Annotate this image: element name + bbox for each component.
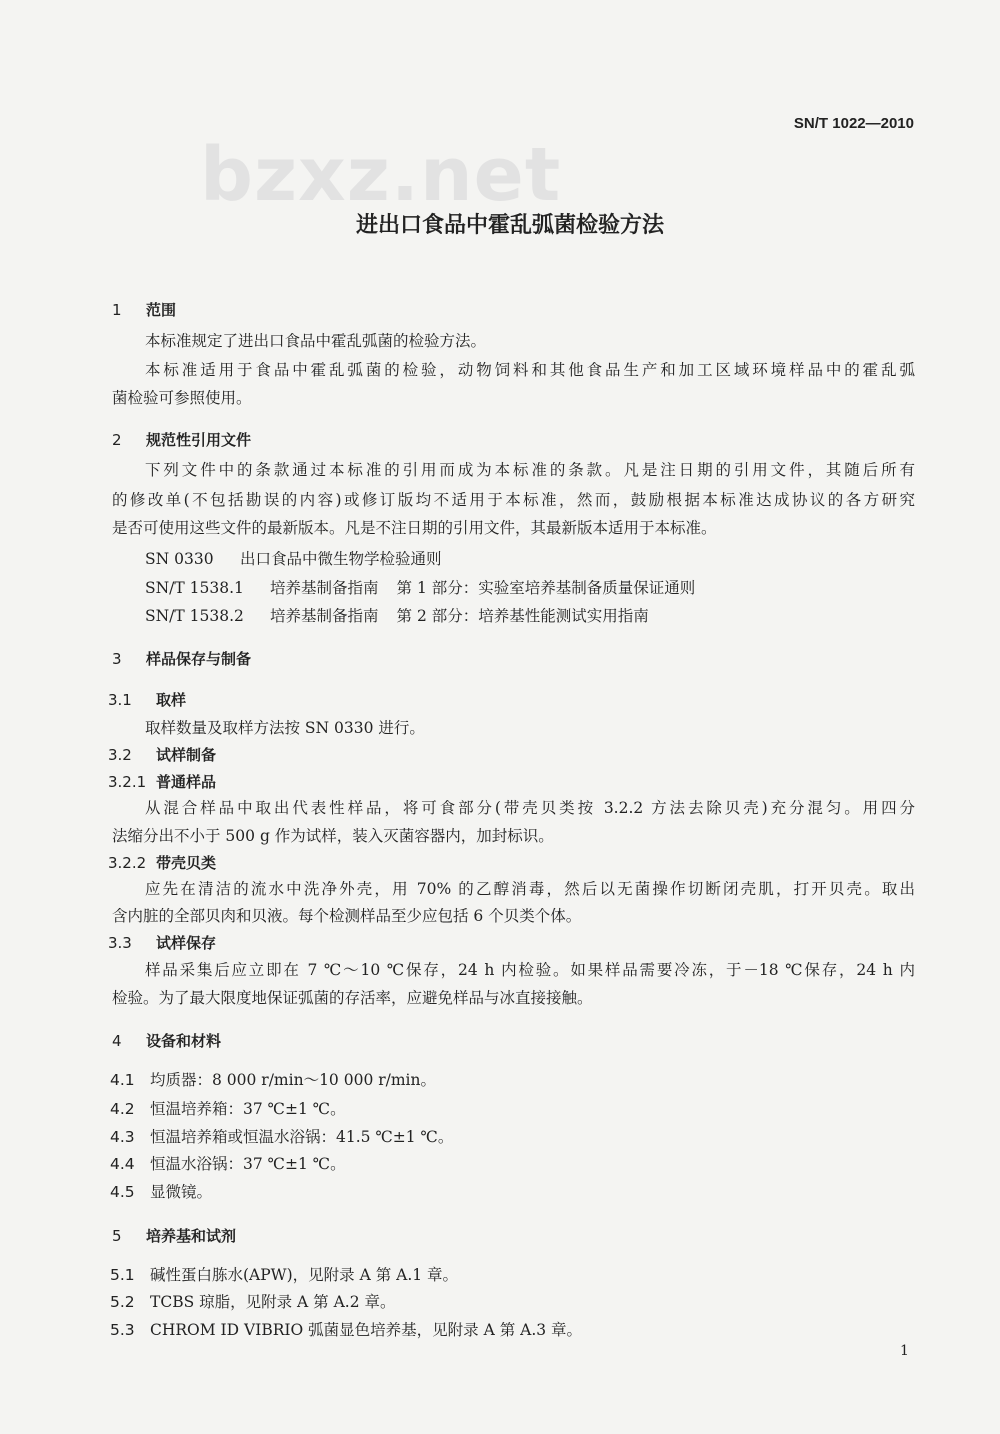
list-item [110, 1099, 346, 1119]
reference-code: SN/T 1538.2 [145, 607, 244, 625]
section-title: 带壳贝类 [156, 854, 217, 872]
reference-item [145, 578, 695, 598]
reference-code: SN 0330 [145, 550, 214, 568]
paragraph-line: 从混合样品中取出代表性样品，将可食部分(带壳贝类按 3.2.2 方法去除贝壳)充分混匀。用四分 [145, 799, 915, 817]
paragraph-line: 样品采集后应立即在 7 ℃～10 ℃保存，24 h 内检验。如果样品需要冷冻，于－18 ℃保存，24 h 内 [145, 961, 915, 979]
item-number: 5.3 [110, 1321, 135, 1339]
paragraph-line: 应先在清洁的流水中洗净外壳，用 70% 的乙醇消毒，然后以无菌操作切断闭壳肌，打开贝壳。取出 [145, 880, 915, 898]
reference-code: SN/T 1538.1 [145, 579, 244, 597]
item-number: 5.1 [110, 1266, 135, 1284]
section-number: 3.2.2 [108, 854, 147, 872]
section-title: 范围 [146, 301, 177, 319]
document-title: 进出口食品中霍乱弧菌检验方法 [355, 213, 664, 238]
subsection-heading-3-2-2 [108, 853, 216, 873]
item-text: TCBS 琼脂，见附录 A 第 A.2 章。 [150, 1293, 396, 1311]
watermark: bzxz.net [200, 132, 562, 218]
section-title: 设备和材料 [146, 1032, 222, 1050]
section-title: 试样制备 [156, 746, 217, 764]
list-item [110, 1182, 212, 1202]
paragraph-line: 下列文件中的条款通过本标准的引用而成为本标准的条款。凡是注日期的引用文件，其随后所有 [145, 461, 915, 479]
reference-part: 第 2 部分：培养基性能测试实用指南 [396, 607, 649, 625]
reference-title: 培养基制备指南 [270, 579, 379, 597]
section-title: 样品保存与制备 [146, 650, 252, 668]
section-heading-5 [112, 1226, 236, 1246]
section-heading-4 [112, 1031, 221, 1051]
section-heading-3 [112, 649, 251, 669]
paragraph-line: 的修改单(不包括勘误的内容)或修订版均不适用于本标准，然而，鼓励根据本标准达成协议的各方研究 [112, 491, 915, 509]
section-number: 3.3 [108, 934, 132, 952]
paragraph-line: 是否可使用这些文件的最新版本。凡是不注日期的引用文件，其最新版本适用于本标准。 [112, 519, 717, 537]
paragraph-line: 取样数量及取样方法按 SN 0330 进行。 [145, 719, 425, 737]
list-item [110, 1292, 396, 1312]
item-number: 4.2 [110, 1100, 135, 1118]
subsection-heading-3-2 [108, 745, 216, 765]
item-number: 4.4 [110, 1155, 135, 1173]
section-number: 4 [112, 1032, 122, 1050]
list-item [110, 1070, 436, 1090]
item-text: CHROM ID VIBRIO 弧菌显色培养基，见附录 A 第 A.3 章。 [150, 1321, 583, 1339]
item-text: 碱性蛋白胨水(APW)，见附录 A 第 A.1 章。 [150, 1266, 459, 1284]
section-number: 5 [112, 1227, 122, 1245]
list-item [110, 1265, 458, 1285]
section-title: 规范性引用文件 [146, 431, 252, 449]
section-title: 取样 [156, 691, 187, 709]
item-text: 显微镜。 [150, 1183, 213, 1201]
section-title: 普通样品 [156, 773, 217, 791]
item-number: 5.2 [110, 1293, 135, 1311]
reference-title: 出口食品中微生物学检验通则 [240, 550, 442, 568]
subsection-heading-3-3 [108, 933, 216, 953]
item-number: 4.1 [110, 1071, 135, 1089]
item-text: 恒温培养箱或恒温水浴锅：41.5 ℃±1 ℃。 [150, 1128, 454, 1146]
item-text: 恒温培养箱：37 ℃±1 ℃。 [150, 1100, 346, 1118]
reference-item [145, 606, 649, 626]
list-item [110, 1320, 582, 1340]
section-number: 3.2.1 [108, 773, 147, 791]
reference-title: 培养基制备指南 [270, 607, 379, 625]
item-number: 4.5 [110, 1183, 135, 1201]
section-number: 1 [112, 301, 122, 319]
section-heading-1 [112, 300, 176, 320]
page-number: 1 [900, 1343, 909, 1359]
section-number: 3.1 [108, 691, 132, 709]
paragraph-line: 检验。为了最大限度地保证弧菌的存活率，应避免样品与冰直接接触。 [112, 989, 593, 1007]
section-number: 2 [112, 431, 122, 449]
section-title: 试样保存 [156, 934, 217, 952]
paragraph-line: 本标准适用于食品中霍乱弧菌的检验，动物饲料和其他食品生产和加工区域环境样品中的霍乱弧 [145, 361, 915, 379]
item-number: 4.3 [110, 1128, 135, 1146]
paragraph-line: 菌检验可参照使用。 [112, 389, 252, 407]
paragraph-line: 法缩分出不小于 500 g 作为试样，装入灭菌容器内，加封标识。 [112, 827, 554, 845]
section-title: 培养基和试剂 [146, 1227, 237, 1245]
paragraph-line: 本标准规定了进出口食品中霍乱弧菌的检验方法。 [145, 332, 487, 350]
item-text: 均质器：8 000 r/min～10 000 r/min。 [150, 1071, 437, 1089]
reference-item [145, 549, 442, 569]
item-text: 恒温水浴锅：37 ℃±1 ℃。 [150, 1155, 346, 1173]
subsection-heading-3-2-1 [108, 772, 216, 792]
list-item [110, 1154, 346, 1174]
section-number: 3 [112, 650, 122, 668]
list-item [110, 1127, 453, 1147]
paragraph-line: 含内脏的全部贝肉和贝液。每个检测样品至少应包括 6 个贝类个体。 [112, 907, 582, 925]
subsection-heading-3-1 [108, 690, 186, 710]
section-number: 3.2 [108, 746, 132, 764]
section-heading-2 [112, 430, 251, 450]
standard-code: SN/T 1022—2010 [793, 115, 914, 132]
reference-part: 第 1 部分：实验室培养基制备质量保证通则 [396, 579, 696, 597]
